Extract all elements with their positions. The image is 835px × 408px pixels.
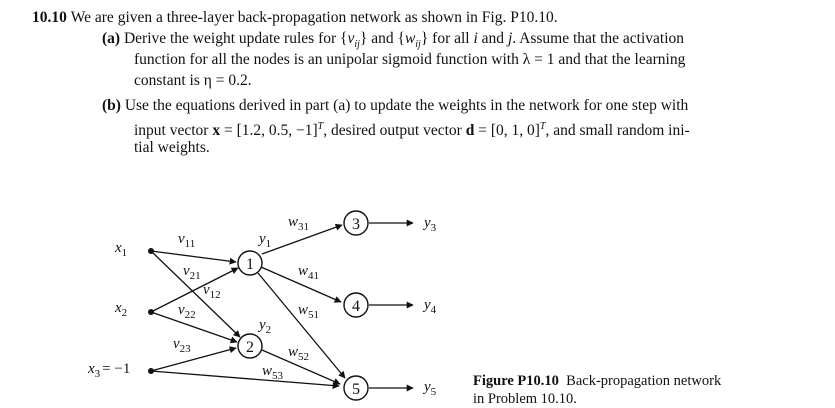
output-node-5-label: 5 <box>352 381 360 398</box>
weight-label-v12: $v_{12}$ <box>203 282 221 301</box>
weight-label-w31: $w_{31}$ <box>288 214 310 233</box>
weight-label-v11: $v_{11}$ <box>178 231 196 250</box>
hidden-node-1-label: 1 <box>246 256 254 273</box>
part-a-text: and <box>477 30 508 47</box>
part-b-d: d <box>465 122 475 140</box>
edge-w53 <box>151 371 339 386</box>
part-b-text: , desired output vector <box>323 122 466 140</box>
output-label-y3: $y_3$ <box>424 215 437 234</box>
part-b-text: = [0, 1, 0] <box>474 122 540 140</box>
hidden-output-label-y2: $y_2$ <box>259 317 272 336</box>
weight-label-w52: $w_{52}$ <box>288 344 310 363</box>
part-b-text: Use the equations derived in part (a) to update the weights in the network for one step with <box>124 97 689 114</box>
part-a-text: . Assume that the activation <box>512 30 685 47</box>
part-a-line2: function for all the nodes is an unipolar sigmoid function with λ = 1 and that the learning <box>134 51 686 68</box>
output-label-y4: $y_4$ <box>424 297 437 316</box>
part-b-transpose: T <box>539 121 546 132</box>
part-a-j: j <box>507 30 513 47</box>
part-b-x: x <box>212 122 221 140</box>
weight-label-v22: $v_{22}$ <box>178 302 196 321</box>
part-b-label: (b) <box>102 97 121 114</box>
part-a-i: i <box>473 30 478 47</box>
edge-v11 <box>151 251 236 262</box>
figure-caption-text2: in Problem 10.10. <box>473 391 577 407</box>
part-a-text: = 0.2. <box>211 72 252 89</box>
problem-intro: We are given a three-layer back-propagation network as shown in Fig. P10.10. <box>70 9 558 26</box>
output-node-4-label: 4 <box>352 298 360 315</box>
part-a-text: constant is <box>134 72 204 89</box>
part-b-transpose: T <box>317 121 324 132</box>
figure-caption-text1: Back-propagation network <box>566 373 722 389</box>
hidden-output-label-y1: $y_1$ <box>259 231 272 250</box>
part-a-v: v <box>347 30 355 47</box>
weight-label-w53: $w_{53}$ <box>262 363 284 382</box>
part-b-text: input vector <box>134 122 213 140</box>
part-b-text: , and small random ini- <box>545 122 690 140</box>
input-label-x3: $x_3 = -1$ <box>88 361 131 380</box>
output-label-y5: $y_5$ <box>424 379 437 398</box>
part-a-v-sub: ij <box>354 39 360 51</box>
part-a-text: } for all <box>420 30 474 47</box>
part-a-label: (a) <box>102 30 121 47</box>
input-label-x2: $x_2$ <box>115 300 128 319</box>
weight-label-w41: $w_{41}$ <box>298 263 320 282</box>
weight-label-w51: $w_{51}$ <box>298 302 320 321</box>
edge-v21 <box>151 251 240 337</box>
part-a-text: Derive the weight update rules for { <box>123 30 348 47</box>
output-node-3-label: 3 <box>352 216 360 233</box>
part-a-w: w <box>404 30 416 47</box>
part-a-text: } and { <box>359 30 405 47</box>
figure-caption <box>473 372 721 408</box>
part-b-text: = [1.2, 0.5, −1] <box>220 122 318 140</box>
part-a-w-sub: ij <box>415 39 421 51</box>
hidden-node-2-label: 2 <box>246 339 254 356</box>
problem-number: 10.10 <box>32 9 67 26</box>
weight-label-v23: $v_{23}$ <box>173 336 191 355</box>
figure-caption-label: Figure P10.10 <box>473 373 559 389</box>
part-b-line3: tial weights. <box>134 139 210 156</box>
edge-v23 <box>151 348 236 371</box>
weight-label-v21: $v_{21}$ <box>183 263 201 282</box>
part-a-eta: η <box>203 72 212 89</box>
input-label-x1: $x_1$ <box>115 240 128 259</box>
